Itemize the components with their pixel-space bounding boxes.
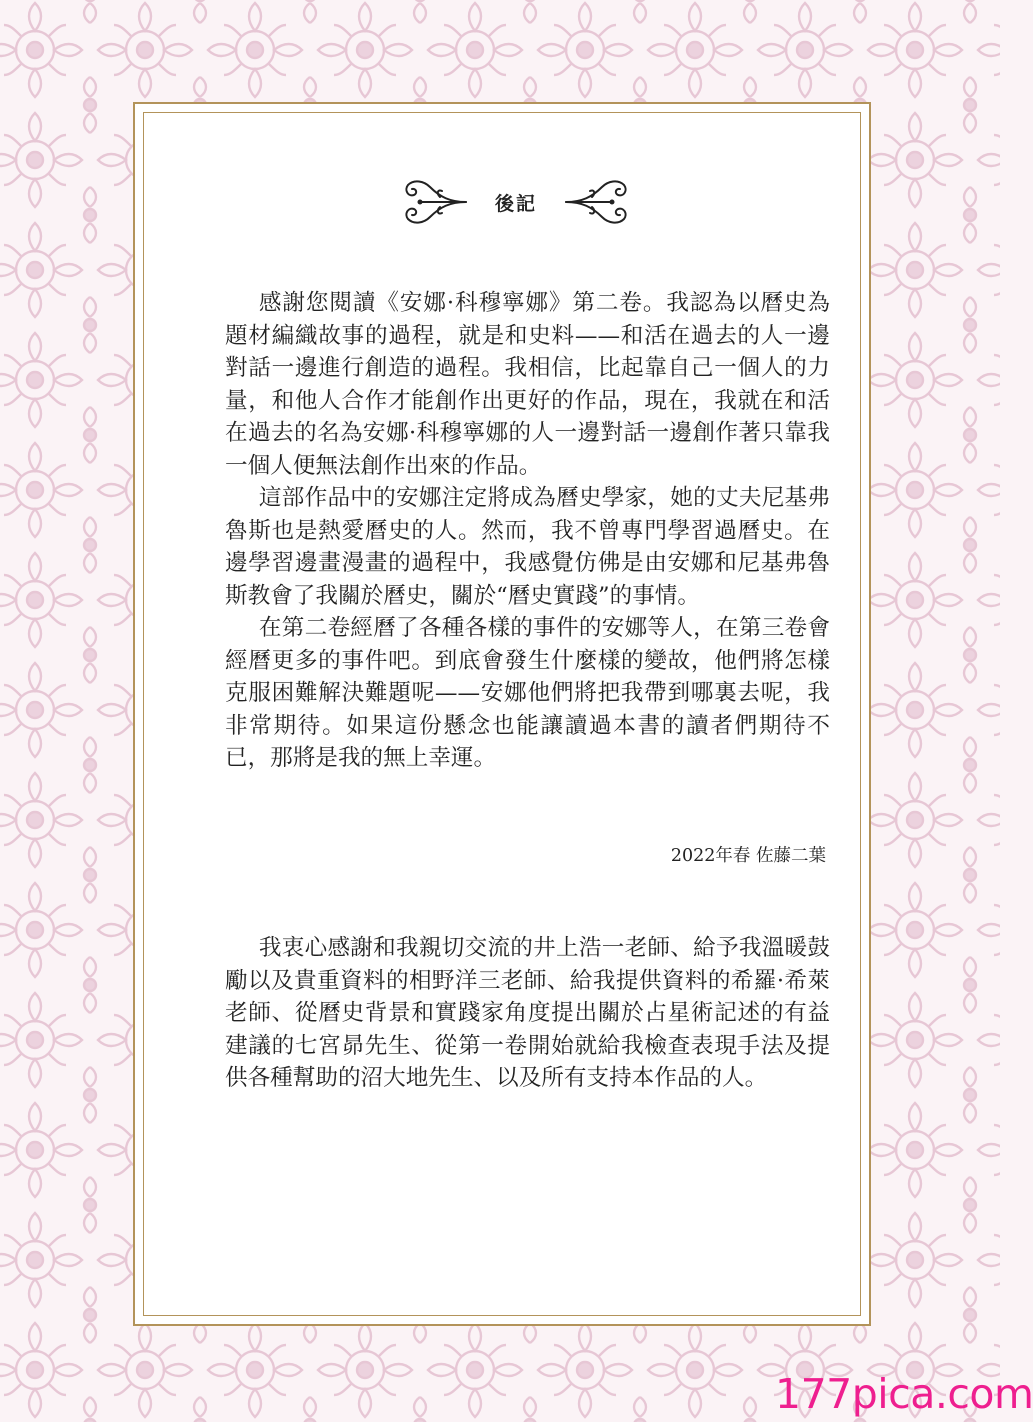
body-paragraph: 感謝您閱讀《安娜·科穆寧娜》第二卷。我認為以曆史為題材編織故事的過程，就是和史料——和活在過去的人一邊對話一邊進行創造的過程。我相信，比起靠自己一個人的力量，和他人合作才能創作出更好的作品，現在，我就在和活在過去的名為安娜·科穆寧娜的人一邊對話一邊創作著只靠我一個人便無法創作出來的作品。 (225, 290, 830, 479)
acknowledgement-paragraph: 我衷心感謝和我親切交流的井上浩一老師、給予我溫暖鼓勵以及貴重資料的相野洋三老師、給我提供資料的希羅·希萊老師、從曆史背景和實踐家角度提出關於占星術記述的有益建議的七宮昴先生、從第一卷開始就給我檢查表現手法及提供各種幫助的沼大地先生、以及所有支持本作品的人。 (225, 935, 830, 1091)
site-watermark: 177pica.com (775, 1370, 1033, 1418)
author-signature: 2022年春 佐藤二葉 (670, 846, 826, 866)
flourish-left-icon (400, 173, 468, 231)
acknowledgement-block (225, 932, 830, 1095)
heading-row (400, 170, 632, 234)
body-paragraph: 在第二卷經曆了各種各樣的事件的安娜等人，在第三卷會經曆更多的事件吧。到底會發生什麼樣的變故，他們將怎樣克服困難解決難題呢——安娜他們將把我帶到哪裏去呢，我非常期待。如果這份懸念也能讓讀過本書的讀者們期待不已，那將是我的無上幸運。 (225, 615, 830, 771)
body-paragraph: 這部作品中的安娜注定將成為曆史學家，她的丈夫尼基弗魯斯也是熱愛曆史的人。然而，我不曾專門學習過曆史。在邊學習邊畫漫畫的過程中，我感覺仿佛是由安娜和尼基弗魯斯教會了我關於曆史，關於“曆史實踐”的事情。 (225, 485, 830, 609)
page-title: 後記 (494, 192, 537, 215)
afterword-body (225, 287, 830, 775)
flourish-right-icon (564, 173, 632, 231)
